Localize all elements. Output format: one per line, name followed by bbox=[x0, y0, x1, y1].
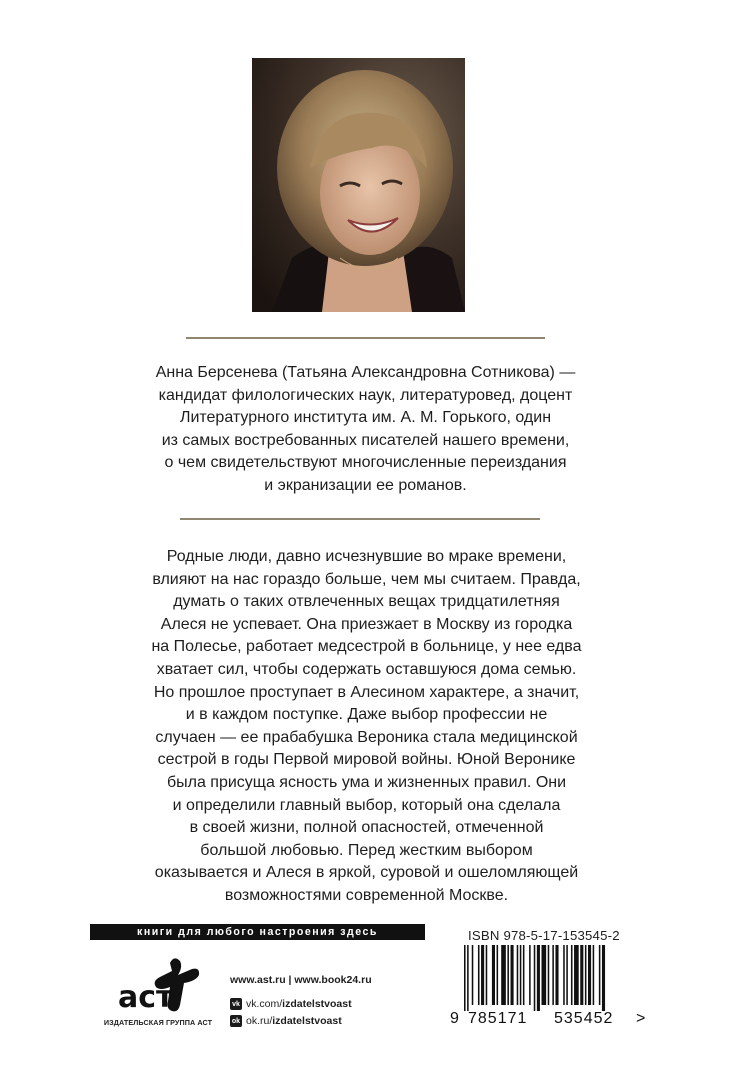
annotation-line: была присуща ясность ума и жизненных правил. Они bbox=[166, 773, 567, 791]
slogan-banner: книги для любого настроения здесь bbox=[90, 924, 425, 940]
annotation-line: хватает сил, чтобы содержать оставшуюся дома семью. bbox=[156, 660, 577, 678]
barcode-bar bbox=[497, 945, 499, 1005]
annotation-line: Алеся не успевает. Она приезжает в Москву из городка bbox=[160, 615, 573, 633]
barcode-bar bbox=[552, 945, 554, 1005]
barcode-bar bbox=[593, 945, 595, 1005]
book-annotation bbox=[96, 546, 637, 908]
vk-prefix: vk.com/ bbox=[246, 998, 283, 1010]
barcode-bar bbox=[537, 945, 540, 1011]
barcode-bar bbox=[571, 945, 573, 1005]
barcode-bar bbox=[481, 945, 484, 1005]
barcode-bar bbox=[486, 945, 488, 1005]
isbn-barcode bbox=[448, 945, 648, 1025]
barcode-bar bbox=[520, 945, 522, 1005]
author-portrait-image bbox=[252, 58, 465, 312]
ok-icon: ok bbox=[230, 1015, 242, 1027]
annotation-line: влияют на нас гораздо больше, чем мы считаем. Правда, bbox=[152, 570, 581, 588]
vk-icon: vk bbox=[230, 998, 242, 1010]
barcode-bar bbox=[478, 945, 480, 1005]
barcode-bar bbox=[517, 945, 519, 1005]
barcode-bar bbox=[588, 945, 591, 1005]
barcode-bar bbox=[542, 945, 547, 1005]
ast-logo-icon bbox=[88, 953, 228, 1017]
ok-prefix: ok.ru/ bbox=[246, 1015, 273, 1027]
annotation-line: случаен — ее прабабушка Вероника стала медицинской bbox=[155, 728, 578, 746]
bio-line: из самых востребованных писателей нашего времени, bbox=[161, 431, 570, 449]
barcode-bar bbox=[501, 945, 506, 1005]
barcode-bar bbox=[585, 945, 587, 1005]
annotation-line: возможностями современной Москве. bbox=[224, 886, 509, 904]
top-divider bbox=[186, 337, 545, 339]
barcode-bar bbox=[511, 945, 514, 1005]
barcode-bar bbox=[548, 945, 550, 1005]
author-photo bbox=[252, 58, 465, 312]
barcode-digits-left: 785171 bbox=[468, 1010, 528, 1025]
barcode-bar bbox=[599, 945, 601, 1005]
barcode-bar bbox=[507, 945, 509, 1005]
annotation-line: и определили главный выбор, который она сделала bbox=[172, 796, 561, 814]
author-bio bbox=[108, 362, 623, 498]
barcode-bar bbox=[472, 945, 474, 1005]
barcode-digits-right: 535452 bbox=[554, 1010, 614, 1025]
middle-divider bbox=[180, 518, 540, 520]
logo-text: аст bbox=[118, 980, 174, 1015]
barcode-bar bbox=[602, 945, 605, 1011]
barcode-bar bbox=[574, 945, 579, 1005]
barcode-bar bbox=[566, 945, 568, 1005]
barcode-bar bbox=[523, 945, 525, 1005]
barcode-bar bbox=[467, 945, 469, 1011]
bio-line: и экранизации ее романов. bbox=[264, 476, 467, 494]
bio-line: Анна Берсенева (Татьяна Александровна Сотникова) — bbox=[155, 364, 576, 381]
barcode-digit-first: 9 bbox=[450, 1010, 459, 1025]
vk-link[interactable] bbox=[230, 998, 352, 1010]
barcode-bar bbox=[534, 945, 536, 1011]
annotation-line: Но прошлое проступает в Алесином характере, а значит, bbox=[153, 683, 580, 701]
ok-handle: izdatelstvoast bbox=[272, 1015, 342, 1027]
annotation-line: в своей жизни, полной опасностей, отмеченной bbox=[189, 819, 544, 837]
barcode-bar bbox=[492, 945, 495, 1005]
bio-line: кандидат филологических наук, литературовед, доцент bbox=[158, 386, 573, 404]
barcode-end-marker: > bbox=[636, 1010, 646, 1025]
bio-line: о чем свидетельствуют многочисленные переиздания bbox=[164, 454, 567, 472]
barcode-bar bbox=[529, 945, 531, 1005]
annotation-line: и в каждом поступке. Даже выбор профессии не bbox=[185, 706, 548, 724]
annotation-line: на Полесье, работает медсестрой в больнице, у нее едва bbox=[151, 638, 582, 656]
bio-line: Литературного института им. А. М. Горького, один bbox=[179, 409, 552, 427]
annotation-line: оказывается и Алеся в яркой, суровой и ошеломляющей bbox=[154, 864, 579, 882]
annotation-line: сестрой в годы Первой мировой войны. Юной Веронике bbox=[157, 751, 576, 769]
barcode-bar bbox=[580, 945, 583, 1005]
isbn-number: ISBN 978-5-17-153545-2 bbox=[468, 928, 620, 943]
barcode-bar bbox=[555, 945, 558, 1005]
publisher-name: ИЗДАТЕЛЬСКАЯ ГРУППА АСТ bbox=[103, 1018, 213, 1027]
barcode-bar bbox=[464, 945, 466, 1011]
website-links[interactable]: www.ast.ru | www.book24.ru bbox=[230, 974, 372, 986]
annotation-line: большой любовью. Перед жестким выбором bbox=[200, 841, 533, 859]
vk-handle: izdatelstvoast bbox=[282, 998, 352, 1010]
annotation-line: Родные люди, давно исчезнувшие во мраке времени, bbox=[166, 548, 567, 565]
barcode-bars bbox=[464, 945, 605, 1011]
annotation-line: думать о таких отвлеченных вещах тридцатилетняя bbox=[173, 593, 560, 611]
barcode-bar bbox=[563, 945, 565, 1005]
ok-link[interactable] bbox=[230, 1015, 342, 1027]
